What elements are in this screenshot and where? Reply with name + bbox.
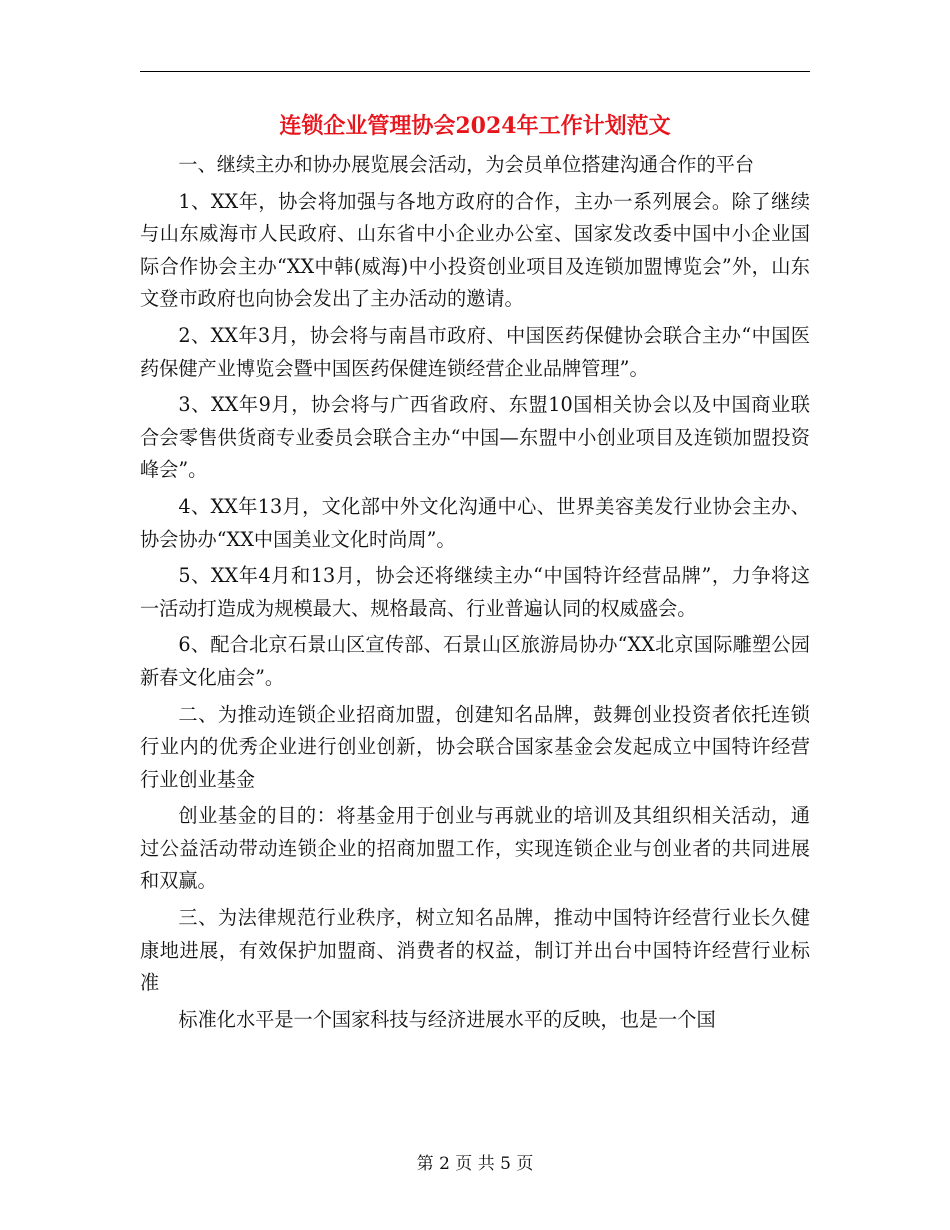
paragraph-section-1-heading: 一、继续主办和协办展览展会活动，为会员单位搭建沟通合作的平台 xyxy=(178,153,755,176)
paragraph-item-4: 4、XX年13月，文化部中外文化沟通中心、世界美容美发行业协会主办、协会协办“XX中国美业文化时尚周”。 xyxy=(140,494,810,551)
paragraph-section-2-heading: 二、为推动连锁企业招商加盟，创建知名品牌，鼓舞创业投资者依托连锁行业内的优秀企业进行创业创新，协会联合国家基金会发起成立中国特许经营行业创业基金 xyxy=(140,702,810,791)
page-footer: 第 2 页 共 5 页 xyxy=(416,1154,534,1174)
paragraph-fund-purpose: 创业基金的目的：将基金用于创业与再就业的培训及其组织相关活动，通过公益活动带动连锁企业的招商加盟工作，实现连锁企业与创业者的共同进展和双赢。 xyxy=(140,804,810,893)
paragraph-item-6: 6、配合北京石景山区宣传部、石景山区旅游局协办“XX北京国际雕塑公园新春文化庙会”。 xyxy=(140,633,810,689)
paragraph-item-3: 3、XX年9月，协会将与广西省政府、东盟10国相关协会以及中国商业联合会零售供货商专业委员会联合主办“中国—东盟中小创业项目及连锁加盟投资峰会”。 xyxy=(140,393,810,482)
document-title: 连锁企业管理协会2024年工作计划范文 xyxy=(279,113,671,139)
paragraph-section-3-heading: 三、为法律规范行业秩序，树立知名品牌，推动中国特许经营行业长久健康地进展，有效保护加盟商、消费者的权益，制订并出台中国特许经营行业标准 xyxy=(140,906,810,995)
document-body xyxy=(140,149,810,1040)
header-rule xyxy=(140,71,810,72)
paragraph-item-5: 5、XX年4月和13月，协会还将继续主办“中国特许经营品牌”，力争将这一活动打造成为规模最大、规格最高、行业普遍认同的权威盛会。 xyxy=(140,564,810,620)
paragraph-standardization: 标准化水平是一个国家科技与经济进展水平的反映，也是一个国 xyxy=(178,1007,716,1031)
paragraph-item-2: 2、XX年3月，协会将与南昌市政府、中国医药保健协会联合主办“中国医药保健产业博览会暨中国医药保健连锁经营企业品牌管理”。 xyxy=(140,323,810,380)
paragraph-item-1: 1、XX年，协会将加强与各地方政府的合作，主办一系列展会。除了继续与山东威海市人民政府、山东省中小企业办公室、国家发改委中国中小企业国际合作协会主办“XX中韩(威海)中小投资创业项目及连锁加盟博览会”外，山东文登市政府也向协会发出了主办活动的邀请。 xyxy=(140,189,810,311)
